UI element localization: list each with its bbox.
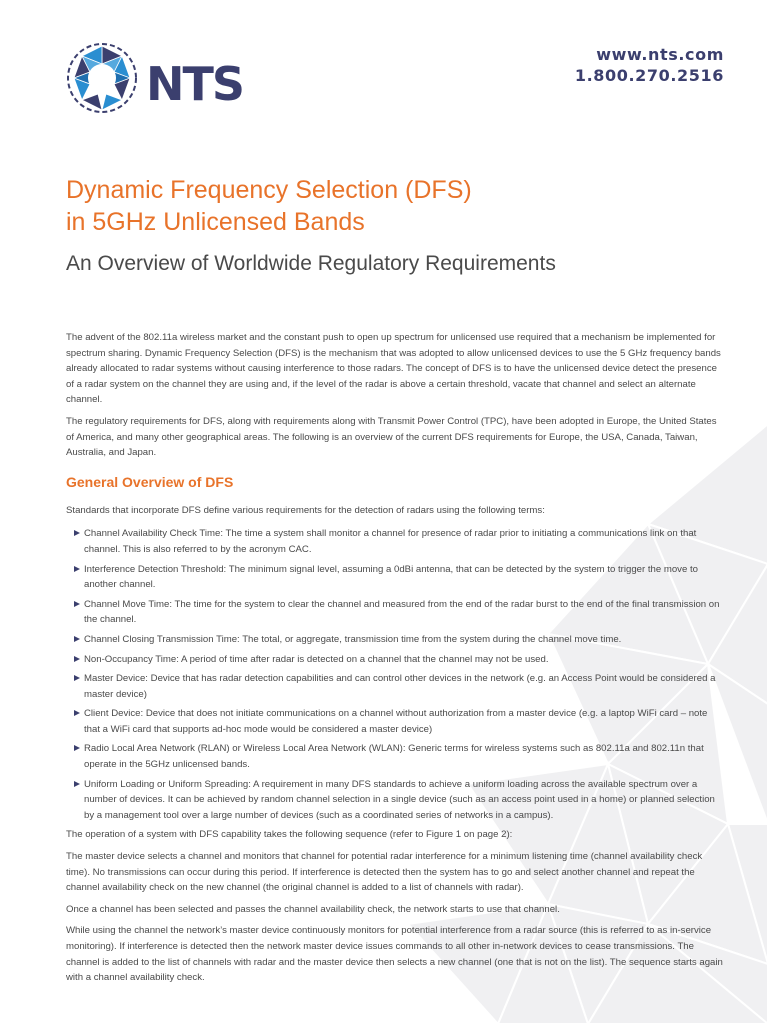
page-subtitle: An Overview of Worldwide Regulatory Requirements [66,252,556,275]
triangle-bullet-icon [74,675,80,681]
page-title [66,174,472,238]
list-item: Radio Local Area Network (RLAN) or Wireless Local Area Network (WLAN): Generic terms for wireless systems such as 802.11a and 802.11n that operate in the 5GHz unlicensed bands. [66,741,726,772]
triangle-bullet-icon [74,601,80,607]
triangle-bullet-icon [74,745,80,751]
title-line-2: in 5GHz Unlicensed Bands [66,208,365,236]
list-item: Client Device: Device that does not initiate communications on a channel without authorization from a master device (e.g. a laptop WiFi card – note that a WiFi card that supports ad-hoc mode would be considered a master device) [66,706,726,737]
list-item: Master Device: Device that has radar detection capabilities and can control other devices in the network (e.g. an Access Point would be considered a master device) [66,671,726,702]
triangle-bullet-icon [74,530,80,536]
triangle-bullet-icon [74,656,80,662]
phone-number: 1.800.270.2516 [574,66,724,85]
sequence-step-3: While using the channel the network’s master device continuously monitors for potential interference from a radar source (this is referred to as in-service monitoring). If interference is detected then the network master device issues commands to all other in-network devices to cease transmissions. The channel is added to the list of channels with radar and the master device then selects a new channel (one that is not on the list). The sequence starts again with a channel availability check. [66,925,723,984]
triangle-bullet-icon [74,566,80,572]
nts-logo [64,40,274,126]
list-item: Channel Move Time: The time for the system to clear the channel and measured from the end of the radar burst to the end of the final transmission on the channel. [66,597,726,628]
sequence-intro: The operation of a system with DFS capability takes the following sequence (refer to Figure 1 on page 2): [66,829,513,841]
website-link[interactable]: www.nts.com [596,45,724,64]
list-item: Uniform Loading or Uniform Spreading: A requirement in many DFS standards to achieve a uniform loading across the available spectrum over a number of devices. It can be achieved by random channel selection in a single device (such as an access point used in a home) or planned selection by a management tool over a large number of devices (such as a coordinated series of networks in a campus). [66,777,726,824]
intro-paragraph-2: The regulatory requirements for DFS, along with requirements along with Transmit Power Control (TPC), have been adopted in Europe, the United States of America, and many other geographical areas. The following is an overview of the current DFS requirements for Europe, the USA, Canada, Taiwan, Australia, and Japan. [66,415,717,459]
sequence-step-2: Once a channel has been selected and passes the channel availability check, the network starts to use that channel. [66,903,560,915]
triangle-bullet-icon [74,781,80,787]
list-item: Channel Closing Transmission Time: The total, or aggregate, transmission time from the system during the channel move time. [66,632,726,648]
sequence-step-1: The master device selects a channel and monitors that channel for potential radar interference for a minimum listening time (channel availability check time). No transmissions can occur during this period. If interference is detected then the system has to go and select another channel and repeat the channel availability check on the new channel (the original channel is added to a list of channels with radar). [66,851,703,894]
list-item: Channel Availability Check Time: The time a system shall monitor a channel for presence of radar prior to initiating a communications link on that channel. This is also referred to by the acronym CAC. [66,526,726,557]
section-heading: General Overview of DFS [66,473,234,490]
list-item: Interference Detection Threshold: The minimum signal level, assuming a 0dBi antenna, that can be detected by the system to trigger the move to another channel. [66,562,726,593]
logo-globe-icon [68,44,136,112]
triangle-bullet-icon [74,710,80,716]
terms-list [66,526,726,823]
list-item: Non-Occupancy Time: A period of time after radar is detected on a channel that the channel may not be used. [66,652,726,668]
intro-paragraph-1: The advent of the 802.11a wireless market and the constant push to open up spectrum for unlicensed use required that a mechanism be implemented for spectrum sharing. Dynamic Frequency Selection (DFS) is the mechanism that was adopted to allow unlicensed devices to use the 5 GHz frequency bands already allocated to radar systems without causing interference to those radars. The concept of DFS is to have the unlicensed device detect the presence of a radar system on the channel they are using and, if the level of the radar is above a certain threshold, vacate that channel and select an alternate channel. [66,332,721,406]
document-body [66,330,726,992]
logo-wordmark: NTS [146,57,244,111]
contact-info [575,44,724,86]
section-lead: Standards that incorporate DFS define various requirements for the detection of radars using the following terms: [66,504,545,516]
title-line-1: Dynamic Frequency Selection (DFS) [66,176,472,204]
triangle-bullet-icon [74,636,80,642]
